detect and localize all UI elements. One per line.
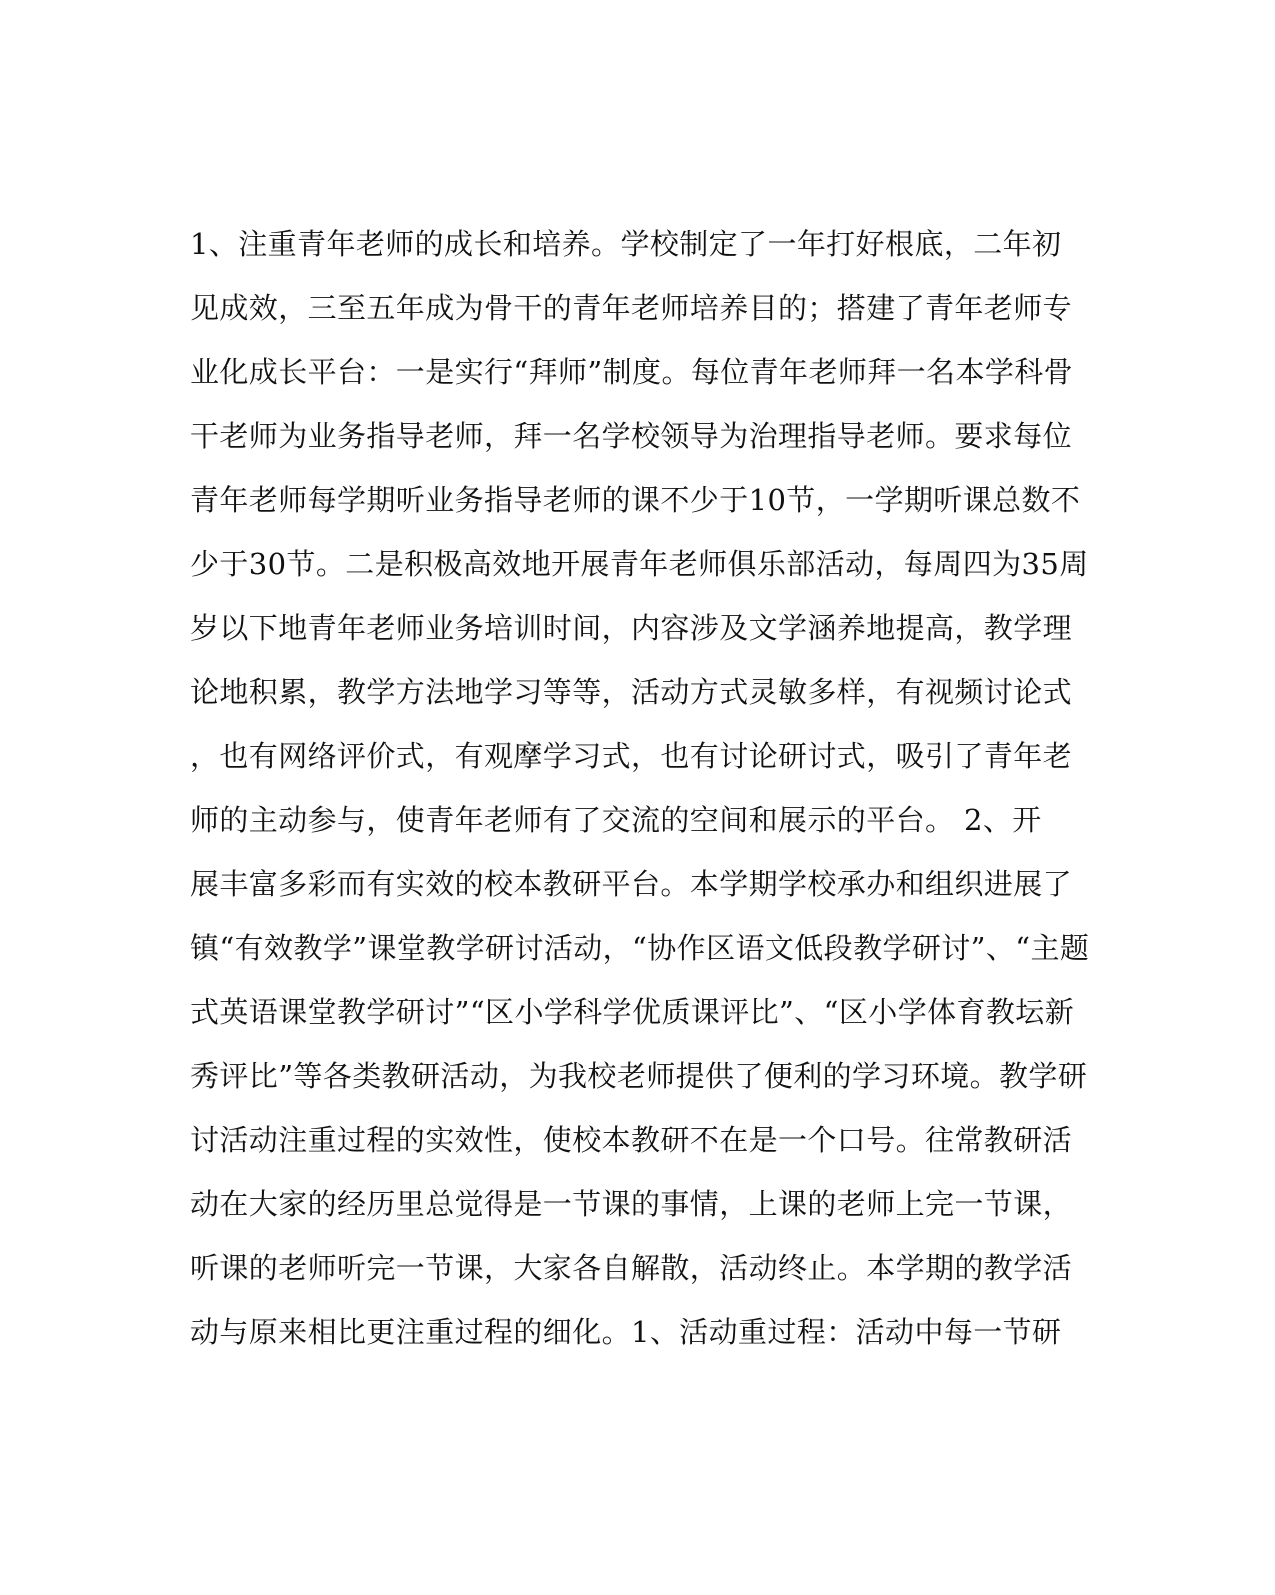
text-line: 干老师为业务指导老师，拜一名学校领导为治理指导老师。要求每位: [190, 419, 1073, 453]
text-line: 式英语课堂教学研讨”“区小学科学优质课评比”、“区小学体育教坛新: [190, 995, 1075, 1029]
text-line: 讨活动注重过程的实效性，使校本教研不在是一个口号。往常教研活: [190, 1123, 1073, 1157]
text-line: 镇“有效教学”课堂教学研讨活动，“协作区语文低段教学研讨”、“主题: [190, 931, 1090, 965]
text-line: 听课的老师听完一节课，大家各自解散，活动终止。本学期的教学活: [190, 1251, 1073, 1285]
text-line: 动与原来相比更注重过程的细化。1、活动重过程：活动中每一节研: [190, 1315, 1062, 1349]
text-line: 师的主动参与，使青年老师有了交流的空间和展示的平台。 2、开: [190, 803, 1042, 837]
text-line: 见成效，三至五年成为骨干的青年老师培养目的；搭建了青年老师专: [190, 291, 1073, 325]
text-line: 业化成长平台：一是实行“拜师”制度。每位青年老师拜一名本学科骨: [190, 355, 1074, 389]
text-line: 岁以下地青年老师业务培训时间，内容涉及文学涵养地提高，教学理: [190, 611, 1073, 645]
text-line: 少于30节。二是积极高效地开展青年老师俱乐部活动，每周四为35周: [190, 547, 1089, 581]
text-line: ，也有网络评价式，有观摩学习式，也有讨论研讨式，吸引了青年老: [190, 739, 1073, 773]
text-line: 动在大家的经历里总觉得是一节课的事情，上课的老师上完一节课，: [190, 1187, 1073, 1221]
text-line: 论地积累，教学方法地学习等等，活动方式灵敏多样，有视频讨论式: [190, 675, 1073, 709]
text-line: 青年老师每学期听业务指导老师的课不少于10节，一学期听课总数不: [190, 483, 1081, 517]
text-line: 展丰富多彩而有实效的校本教研平台。本学期学校承办和组织进展了: [190, 867, 1073, 901]
text-line: 秀评比”等各类教研活动，为我校老师提供了便利的学习环境。教学研: [190, 1059, 1088, 1093]
text-line: 1、注重青年老师的成长和培养。学校制定了一年打好根底，二年初: [190, 227, 1062, 261]
